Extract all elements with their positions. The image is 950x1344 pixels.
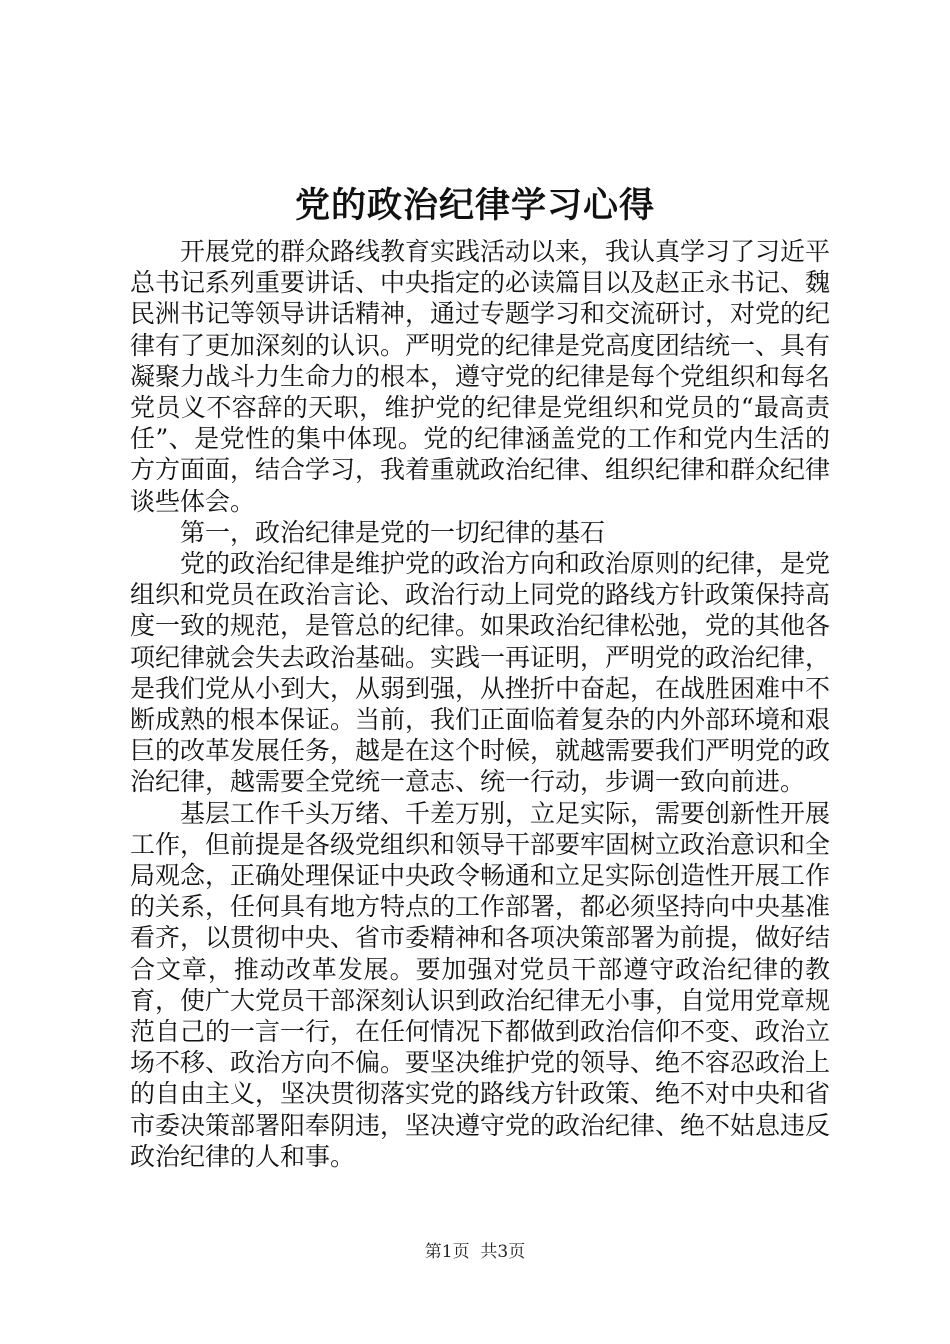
paragraph-political-discipline: 党的政治纪律是维护党的政治方向和政治原则的纪律，是党组织和党员在政治言论、政治行动上同党的路线方针政策保持高度一致的规范，是管总的纪律。如果政治纪律松弛，党的其他各项纪律就会失去政治基础。实践一再证明，严明党的政治纪律，是我们党从小到大，从弱到强，从挫折中奋起，在战胜困难中不断成熟的根本保证。当前，我们正面临着复杂的内外部环境和艰巨的改革发展任务，越是在这个时候，就越需要我们严明党的政治纪律，越需要全党统一意志、统一行动，步调一致向前进。 [130,549,831,797]
document-body [130,236,830,1172]
section-heading: 第一，政治纪律是党的一切纪律的基石 [180,517,606,547]
paragraph-intro: 开展党的群众路线教育实践活动以来，我认真学习了习近平总书记系列重要讲话、中央指定的必读篇目以及赵正永书记、魏民洲书记等领导讲话精神，通过专题学习和交流研讨，对党的纪律有了更加深刻的认识。严明党的纪律是党高度团结统一、具有凝聚力战斗力生命力的根本，遵守党的纪律是每个党组织和每名党员义不容辞的天职，维护党的纪律是党组织和党员的“最高责任”、是党性的集中体现。党的纪律涵盖党的工作和党内生活的方方面面，结合学习，我着重就政治纪律、组织纪律和群众纪律谈些体会。 [130,237,831,516]
document-title: 党的政治纪律学习心得 [294,185,655,226]
paragraph-grassroots-work: 基层工作千头万绪、千差万别，立足实际，需要创新性开展工作，但前提是各级党组织和领导干部要牢固树立政治意识和全局观念，正确处理保证中央政令畅通和立足实际创造性开展工作的关系，任何具有地方特点的工作部署，都必须坚持向中央基准看齐，以贯彻中央、省市委精神和各项决策部署为前提，做好结合文章，推动改革发展。要加强对党员干部遵守政治纪律的教育，使广大党员干部深刻认识到政治纪律无小事，自觉用党章规范自己的一言一行，在任何情况下都做到政治信仰不变、政治立场不移、政治方向不偏。要坚决维护党的领导、绝不容忍政治上的自由主义，坚决贯彻落实党的路线方针政策、绝不对中央和省市委决策部署阳奉阴违，坚决遵守党的政治纪律、绝不姑息违反政治纪律的人和事。 [130,798,831,1171]
page-number-footer: 第1页 共3页 [424,1242,526,1262]
